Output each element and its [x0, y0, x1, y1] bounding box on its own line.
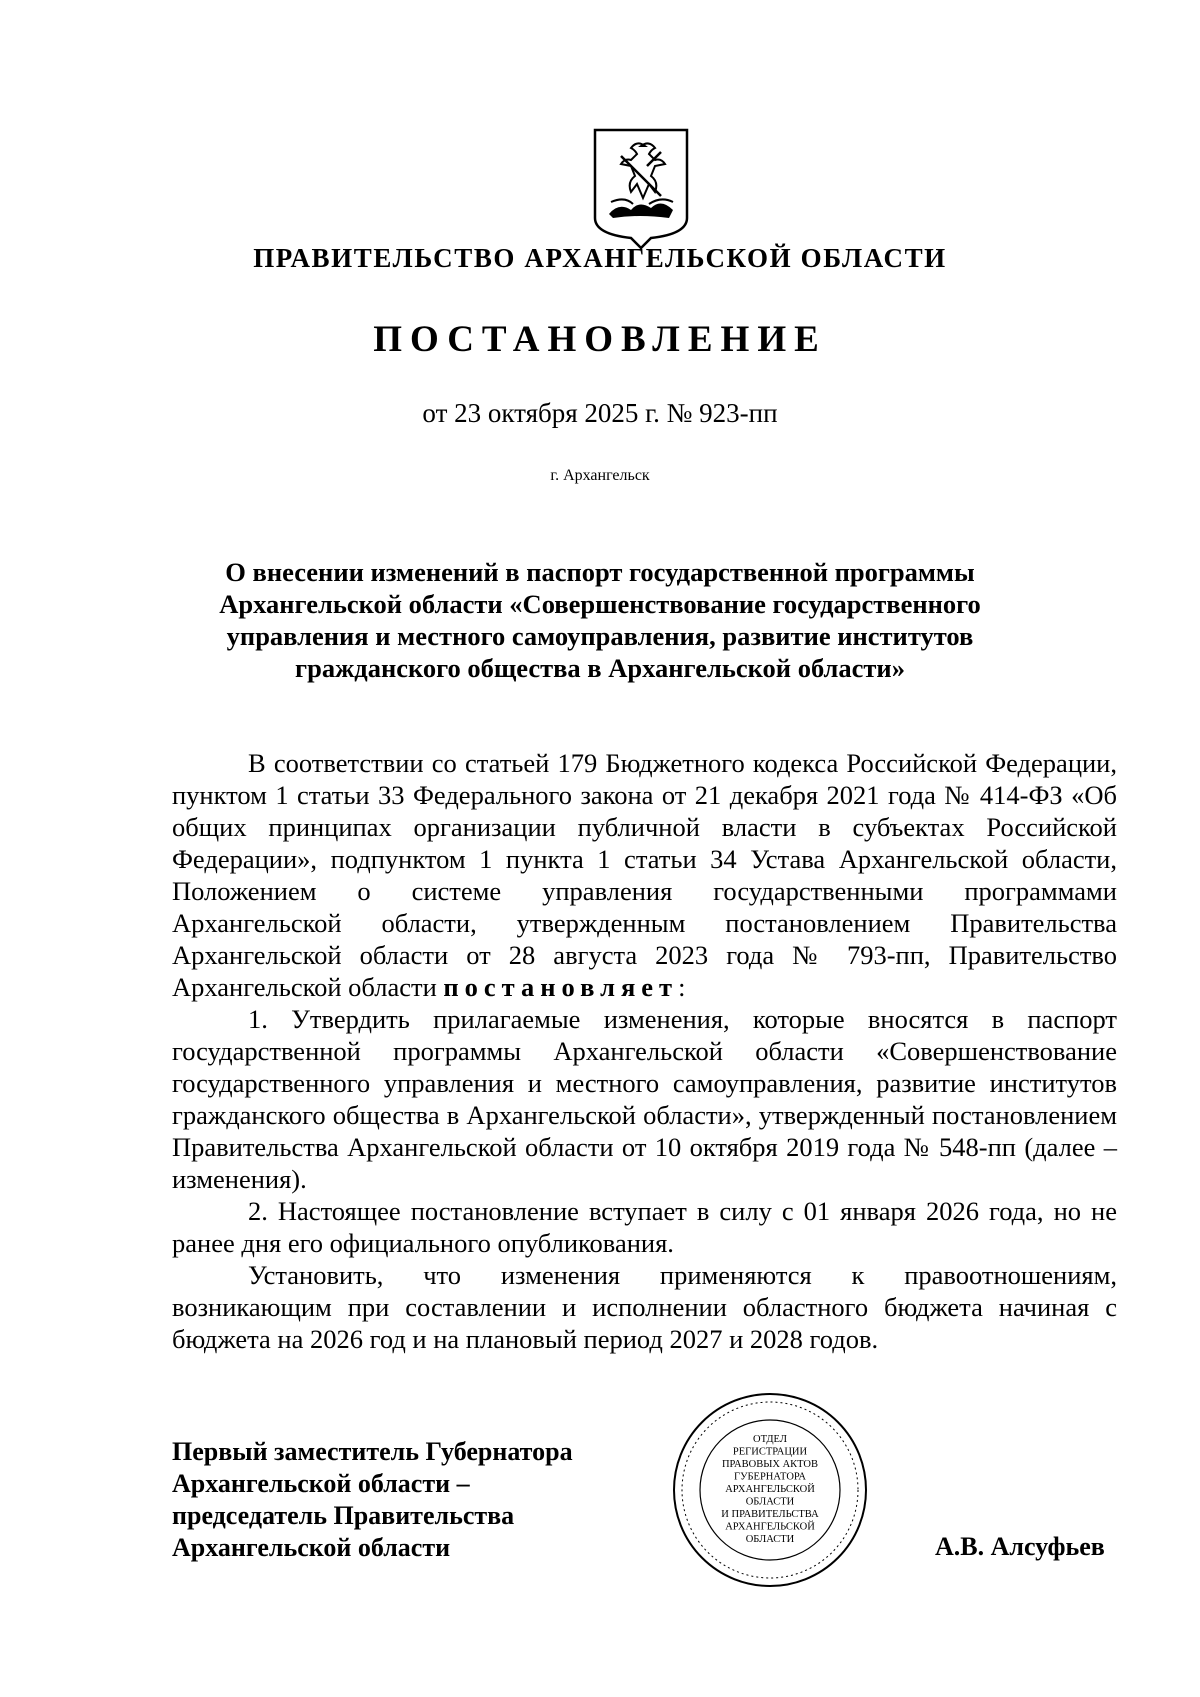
stamp-text-line: ОБЛАСТИ [745, 1496, 795, 1508]
item-2-paragraph: 2. Настоящее постановление вступает в силу с 01 января 2026 года, но не ранее дня его официального опубликования. [172, 1196, 1117, 1258]
registration-stamp [670, 1390, 870, 1590]
title-line: Архангельской области «Совершенствование государственного [219, 589, 981, 619]
signer-position-line: Первый заместитель Губернатора [172, 1437, 573, 1466]
preamble-text: В соответствии со статьей 179 Бюджетного кодекса Российской Федерации, пунктом 1 статьи 33 Федерального закона от 21 декабря 2021 года № 414-ФЗ «Об общих принципах организации публичной власти в субъектах Российской Федерации», подпунктом 1 пункта 1 статьи 34 Устава Архангельской области, Положением о системе управления государственными программами Архангельской области, утвержденным постановлением Правительства Архангельской области от 28 августа 2023 года № 793-пп, Правительство Архангельской области [172, 748, 1117, 1002]
stamp-text-line: ГУБЕРНАТОРА [734, 1471, 806, 1483]
title-line: О внесении изменений в паспорт государственной программы [225, 557, 975, 587]
signer-position-line: председатель Правительства [172, 1501, 515, 1530]
item-1-paragraph: 1. Утвердить прилагаемые изменения, которые вносятся в паспорт государственной программы Архангельской области «Совершенствование государственного управления и местного самоуправления, развитие институтов гражданского общества в Архангельской области», утвержденный постановлением Правительства Архангельской области от 10 октября 2019 года № 548-пп (далее – изменения). [172, 1004, 1117, 1194]
signer-position-line: Архангельской области – [172, 1469, 470, 1498]
preamble-paragraph [172, 747, 1117, 1003]
signer-position-line: Архангельской области [172, 1533, 451, 1562]
stamp-text-line: ОТДЕЛ [753, 1434, 787, 1445]
decree-word: постановляет [443, 972, 679, 1002]
stamp-text-line: И ПРАВИТЕЛЬСТВА [721, 1509, 819, 1520]
stamp-text-line: АРХАНГЕЛЬСКОЙ [725, 1484, 815, 1495]
document-title [200, 556, 1000, 684]
decree-colon: : [678, 972, 686, 1002]
document-body [172, 747, 1117, 1355]
government-name: ПРАВИТЕЛЬСТВО АРХАНГЕЛЬСКОЙ ОБЛАСТИ [253, 243, 947, 273]
date-and-number: от 23 октября 2025 г. № 923-пп [422, 398, 778, 428]
city: г. Архангельск [550, 467, 650, 484]
item-2-extra-paragraph: Установить, что изменения применяются к правоотношениям, возникающим при составлении и исполнении областного бюджета начиная с бюджета на 2026 год и на плановый период 2027 и 2028 годов. [172, 1260, 1117, 1354]
stamp-text-line: АРХАНГЕЛЬСКОЙ [725, 1521, 815, 1533]
title-line: гражданского общества в Архангельской области» [295, 653, 905, 683]
title-line: управления и местного самоуправления, развитие институтов [226, 621, 974, 651]
stamp-text-line: РЕГИСТРАЦИИ [732, 1446, 808, 1458]
stamp-text-line: ОБЛАСТИ [745, 1534, 795, 1545]
stamp-text-line: ПРАВОВЫХ АКТОВ [721, 1459, 819, 1470]
signer-position [172, 1436, 652, 1564]
signer-name: А.В. Алсуфьев [935, 1532, 1105, 1561]
document-type: ПОСТАНОВЛЕНИЕ [373, 319, 827, 360]
coat-of-arms-icon [591, 126, 691, 251]
